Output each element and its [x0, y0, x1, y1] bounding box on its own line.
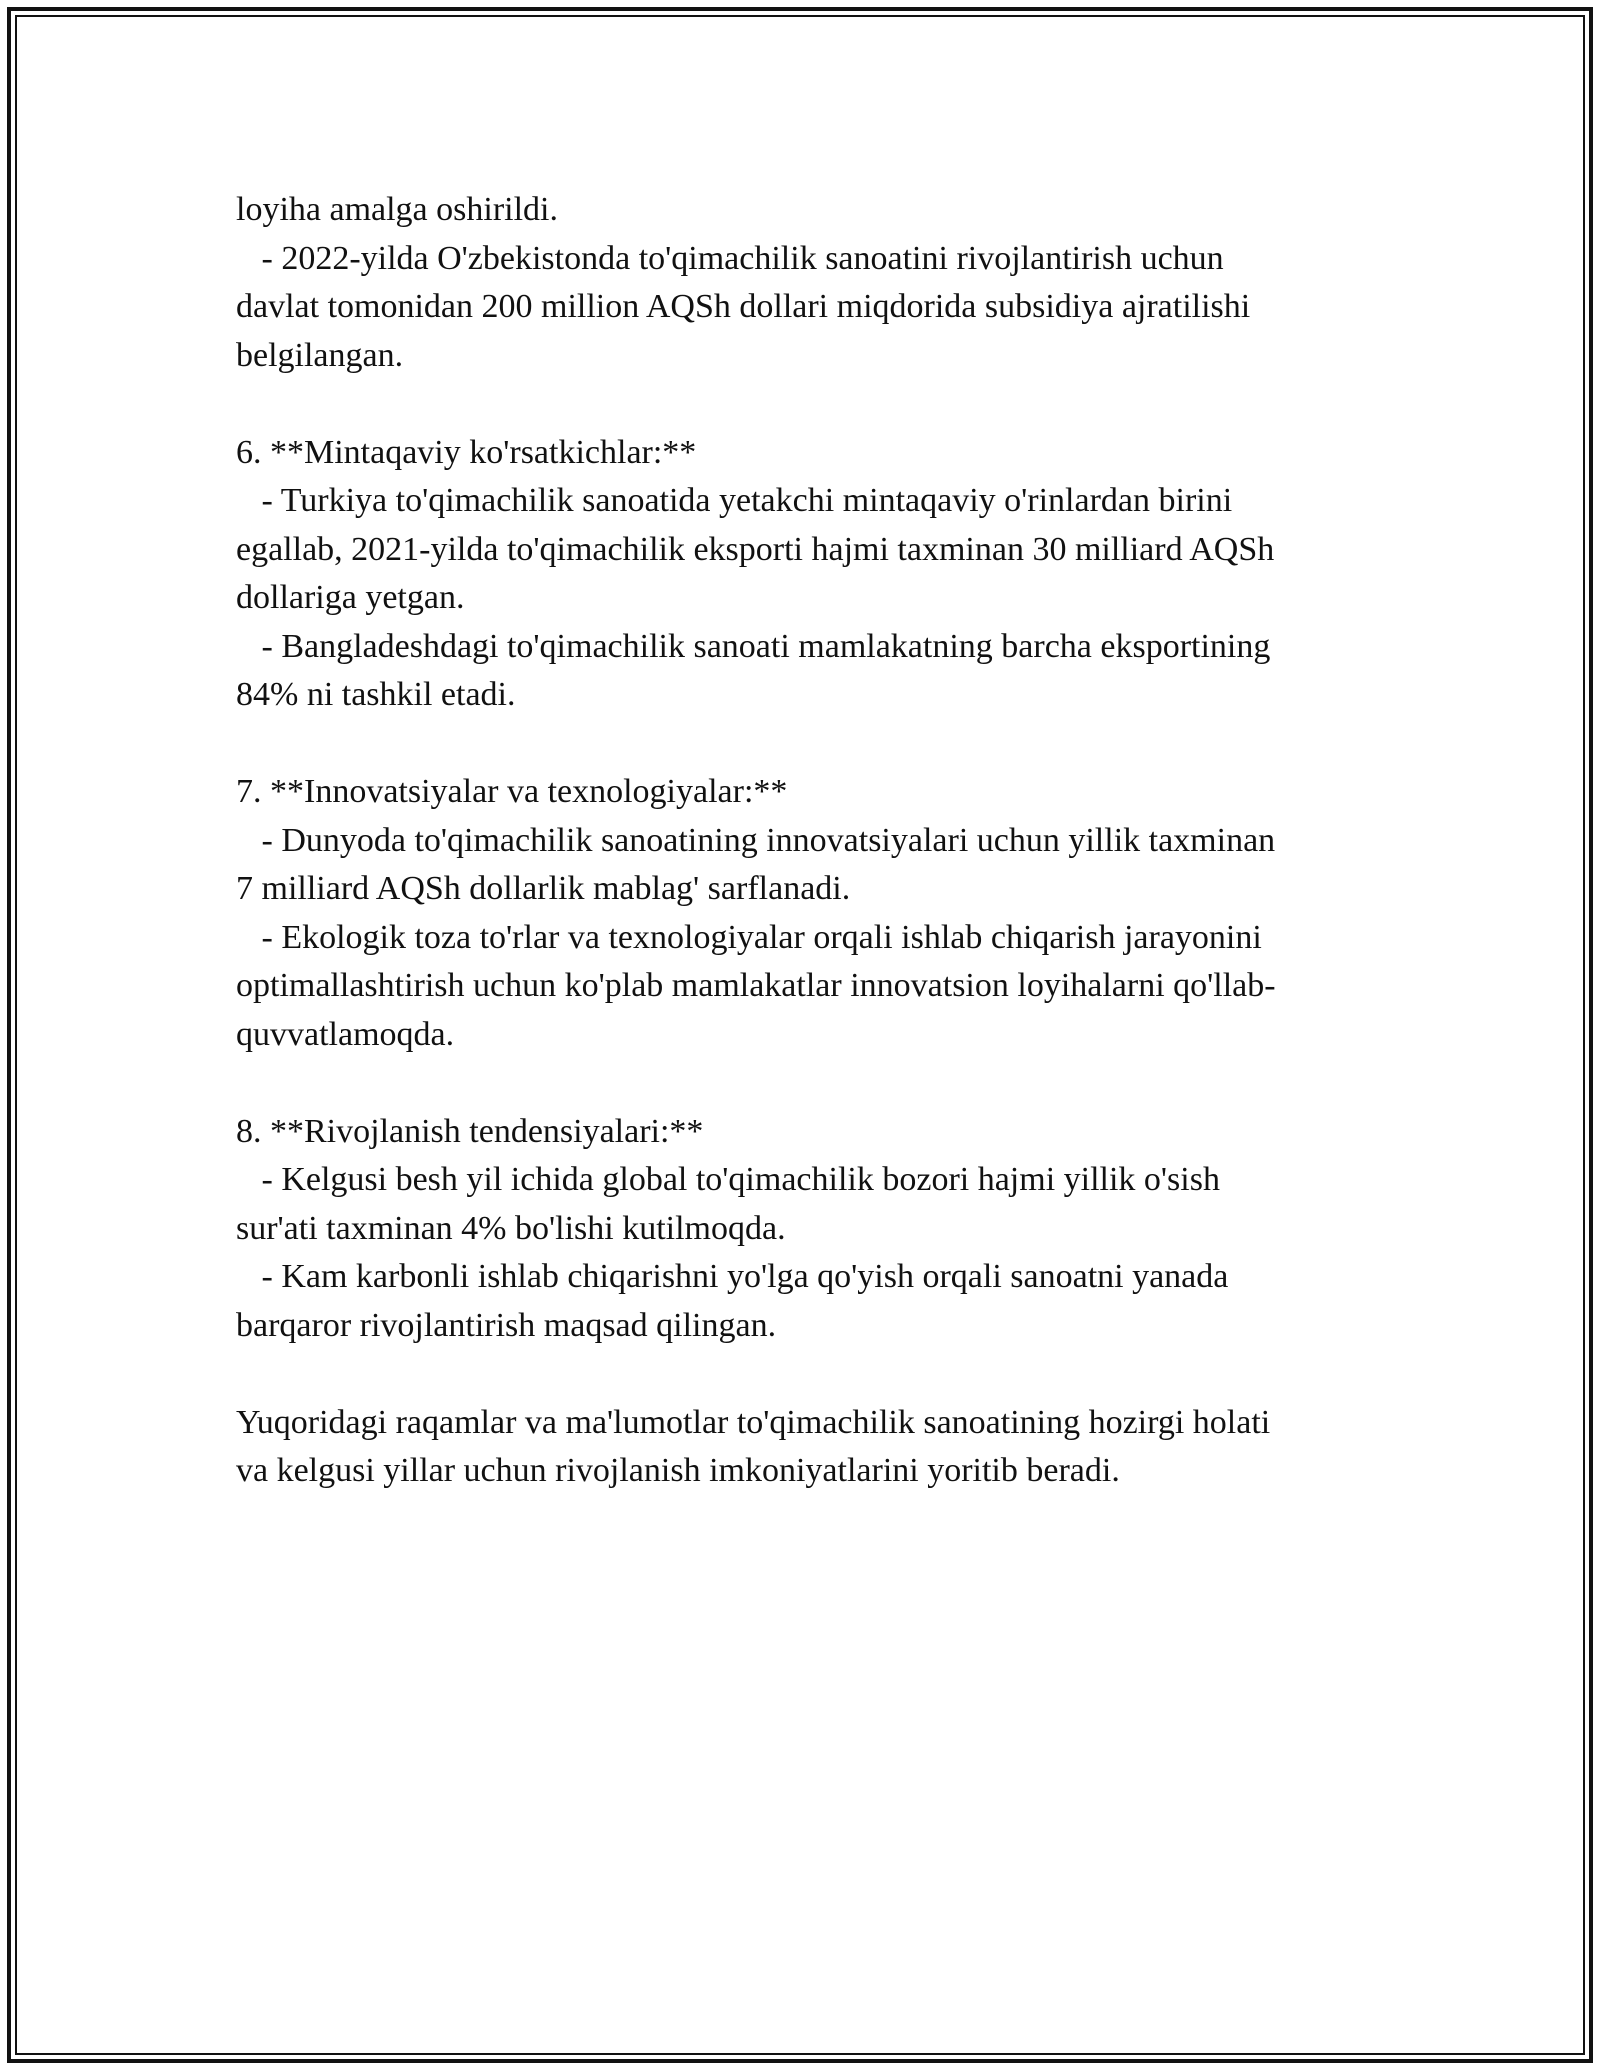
bullet-line: - Kam karbonli ishlab chiqarishni yo'lga qo'yish orqali sanoatni yanada [236, 1258, 1229, 1295]
bullet-line: - Ekologik toza to'rlar va texnologiyalar orqali ishlab chiqarish jarayonini [236, 918, 1262, 956]
paragraph-spacer [236, 380, 1376, 429]
section-heading-8: 8. **Rivojlanish tendensiyalari:** [236, 1112, 704, 1150]
paragraph-spacer [236, 720, 1376, 769]
conclusion-line: Yuqoridagi raqamlar va ma'lumotlar to'qimachilik sanoatining hozirgi holati [236, 1403, 1271, 1441]
text-line: sur'ati taxminan 4% bo'lishi kutilmoqda. [236, 1209, 786, 1247]
paragraph-spacer [236, 1059, 1376, 1108]
paragraph-spacer [236, 1350, 1376, 1399]
text-line: barqaror rivojlantirish maqsad qilingan. [236, 1306, 777, 1344]
text-line: quvvatlamoqda. [236, 1015, 455, 1053]
text-line: egallab, 2021-yilda to'qimachilik eksporti hajmi taxminan 30 milliard AQSh [236, 530, 1275, 568]
bullet-line: - Kelgusi besh yil ichida global to'qimachilik bozori hajmi yillik o'sish [236, 1161, 1220, 1198]
section-heading-6: 6. **Mintaqaviy ko'rsatkichlar:** [236, 433, 697, 471]
text-line: loyiha amalga oshirildi. [236, 191, 558, 228]
text-line: optimallashtirish uchun ko'plab mamlakatlar innovatsion loyihalarni qo'llab- [236, 967, 1276, 1004]
text-line: davlat tomonidan 200 million AQSh dollari miqdorida subsidiya ajratilishi [236, 288, 1251, 325]
bullet-line: - 2022-yilda O'zbekistonda to'qimachilik sanoatini rivojlantirish uchun [236, 239, 1224, 277]
text-line: belgilangan. [236, 336, 404, 374]
text-line: 84% ni tashkil etadi. [236, 676, 516, 713]
document-body [236, 186, 1376, 1496]
text-line: dollariga yetgan. [236, 579, 465, 616]
bullet-line: - Bangladeshdagi to'qimachilik sanoati mamlakatning barcha eksportining [236, 627, 1271, 665]
bullet-line: - Turkiya to'qimachilik sanoatida yetakchi mintaqaviy o'rinlardan birini [236, 482, 1233, 519]
text-line: 7 milliard AQSh dollarlik mablag' sarflanadi. [236, 870, 851, 907]
bullet-line: - Dunyoda to'qimachilik sanoatining innovatsiyalari uchun yillik taxminan [236, 821, 1276, 859]
section-heading-7: 7. **Innovatsiyalar va texnologiyalar:** [236, 773, 788, 810]
conclusion-line: va kelgusi yillar uchun rivojlanish imkoniyatlarini yoritib beradi. [236, 1452, 1120, 1489]
